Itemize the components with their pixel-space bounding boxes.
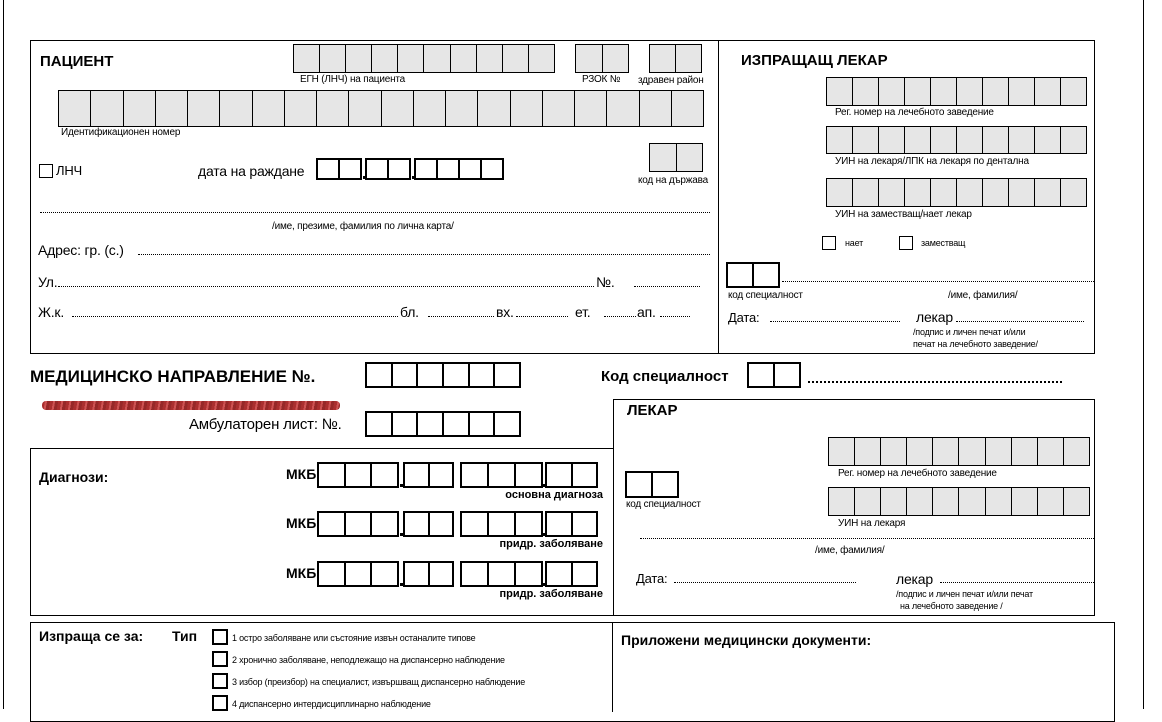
doctor-reg-number-label: Рег. номер на лечебното заведение [838,468,997,479]
digit-cell[interactable] [460,511,489,537]
digit-cell[interactable] [1063,487,1090,516]
digit-cell[interactable] [675,44,702,73]
health-district-label: здравен район [638,75,704,86]
digit-cell[interactable] [344,462,373,488]
digit-cell[interactable] [982,77,1009,106]
sender-specialty-label: код специалност [728,290,803,301]
type-2-checkbox[interactable] [212,651,228,667]
digit-cell[interactable] [649,143,677,172]
digit-cell[interactable] [487,511,516,537]
digit-cell[interactable] [403,462,430,488]
icd-code-main-input[interactable] [319,561,399,587]
digit-cell[interactable] [1034,178,1061,207]
digit-cell[interactable] [436,158,460,180]
digit-cell[interactable] [852,126,879,154]
digit-cell[interactable] [1037,437,1064,466]
digit-cell[interactable] [458,158,482,180]
icd-code-sub-input[interactable] [405,462,454,488]
digit-cell[interactable] [956,77,983,106]
name-field-label: /име, презиме, фамилия по лична карта/ [272,221,454,232]
page-left-edge [3,0,4,709]
doctor-name-field[interactable] [640,538,1094,539]
sender-date-field[interactable] [770,321,900,322]
digit-cell[interactable] [878,77,905,106]
doctor-sign-label: на лечебното заведение / [900,601,1003,611]
entrance-field[interactable] [516,316,568,317]
street-field[interactable] [58,286,594,287]
icd-code-secondary-input[interactable] [462,511,543,537]
hired-checkbox[interactable] [822,236,836,250]
icd-code-secondary-sub-input[interactable] [547,511,598,537]
attachments-title: Приложени медицински документи: [621,632,872,648]
digit-cell[interactable] [880,437,907,466]
digit-cell[interactable] [671,90,704,127]
digit-cell[interactable] [460,561,489,587]
digit-cell[interactable] [58,90,91,127]
digit-cell[interactable] [365,158,389,180]
digit-cell[interactable] [391,411,419,437]
doctor-name-label: /име, фамилия/ [815,545,885,556]
digit-cell[interactable] [651,471,679,498]
substitute-uin-input[interactable] [827,178,1087,207]
digit-cell[interactable] [365,411,393,437]
digit-cell[interactable] [904,126,931,154]
digit-cell[interactable] [828,487,855,516]
digit-cell[interactable] [514,561,543,587]
digit-cell[interactable] [1011,487,1038,516]
sender-uin-label: УИН на лекаря/ЛПК на лекаря по дентална [835,156,1029,167]
digit-cell[interactable] [187,90,220,127]
digit-cell[interactable] [932,487,959,516]
apartment-field[interactable] [660,316,690,317]
doctor-uin-label: УИН на лекаря [838,518,906,529]
country-code-label: код на държава [638,175,708,186]
digit-cell[interactable] [493,411,521,437]
digit-cell[interactable] [571,511,599,537]
digit-cell[interactable] [878,178,905,207]
digit-cell[interactable] [1034,126,1061,154]
type-3-label: 3 избор (преизбор) на специалист, извършващ диспансерно наблюдение [232,677,526,687]
block-label: бл. [400,304,419,320]
digit-cell[interactable] [428,511,455,537]
icd-label: МКБ [286,466,317,482]
complex-label: Ж.к. [38,304,65,320]
digit-cell[interactable] [956,126,983,154]
digit-cell[interactable] [639,90,672,127]
doctor-doctor-label: лекар [896,571,933,587]
digit-cell[interactable] [252,90,285,127]
digit-cell[interactable] [155,90,188,127]
id-number-input[interactable] [59,90,704,127]
country-code-input[interactable] [650,143,703,172]
lnch-checkbox[interactable] [39,164,53,178]
sender-name-label: /име, фамилия/ [948,290,1018,301]
digit-cell[interactable] [1034,77,1061,106]
digit-cell[interactable] [828,437,855,466]
digit-cell[interactable] [528,44,555,73]
digit-cell[interactable] [930,178,957,207]
digit-cell[interactable] [387,158,411,180]
digit-cell[interactable] [854,437,881,466]
digit-cell[interactable] [1008,77,1035,106]
digit-cell[interactable] [344,561,373,587]
digit-cell[interactable] [982,126,1009,154]
digit-cell[interactable] [958,437,985,466]
digit-cell[interactable] [773,362,801,388]
substitute-label: заместващ [921,238,966,248]
digit-cell[interactable] [370,462,399,488]
digit-cell[interactable] [510,90,543,127]
doctor-date-field[interactable] [674,582,856,583]
digit-cell[interactable] [878,126,905,154]
digit-cell[interactable] [932,437,959,466]
referral-specialty-name-field[interactable] [808,381,1062,383]
referral-specialty-code-input[interactable] [749,362,801,388]
digit-cell[interactable] [545,511,573,537]
hired-label: нает [845,238,864,248]
substitute-checkbox[interactable] [899,236,913,250]
birth-month-input[interactable] [367,158,411,180]
birth-year-input[interactable] [416,158,504,180]
sender-specialty-code-input[interactable] [728,262,780,288]
digit-cell[interactable] [219,90,252,127]
digit-cell[interactable] [338,158,362,180]
digit-cell[interactable] [345,44,372,73]
ambulatory-sheet-number-input[interactable] [367,411,521,437]
digit-cell[interactable] [906,437,933,466]
digit-cell[interactable] [542,90,575,127]
diagnosis-caption: придр. заболяване [499,588,603,600]
digit-cell[interactable] [1008,126,1035,154]
doctor-specialty-code-input[interactable] [627,471,679,498]
digit-cell[interactable] [985,437,1012,466]
sender-sign-label: печат на лечебното заведение/ [913,339,1038,349]
digit-cell[interactable] [1060,77,1087,106]
referral-specialty-label: Код специалност [601,368,729,385]
digit-cell[interactable] [414,158,438,180]
digit-cell[interactable] [319,44,346,73]
digit-cell[interactable] [371,44,398,73]
digit-cell[interactable] [726,262,754,288]
complex-field[interactable] [72,316,398,317]
digit-cell[interactable] [403,561,430,587]
digit-cell[interactable] [747,362,775,388]
digit-cell[interactable] [428,462,455,488]
digit-cell[interactable] [397,44,424,73]
icd-code-secondary-sub-input[interactable] [547,462,598,488]
digit-cell[interactable] [854,487,881,516]
egn-label: ЕГН (ЛНЧ) на пациента [300,74,406,85]
digit-cell[interactable] [370,561,399,587]
referral-number-input[interactable] [367,362,521,388]
red-scribble-mark [42,401,340,410]
patient-title: ПАЦИЕНТ [40,53,114,70]
digit-cell[interactable] [1011,437,1038,466]
icd-code-sub-input[interactable] [405,561,454,587]
digit-cell[interactable] [445,90,478,127]
digit-cell[interactable] [930,77,957,106]
diagnoses-title: Диагнози: [39,469,109,485]
digit-cell[interactable] [344,511,373,537]
sender-doctor-title: ИЗПРАЩАЩ ЛЕКАР [741,52,888,69]
digit-cell[interactable] [826,77,853,106]
diagnosis-caption: основна диагноза [505,489,603,501]
digit-cell[interactable] [403,511,430,537]
address-label: Адрес: гр. (с.) [38,242,124,258]
type-4-label: 4 диспансерно интердисциплинарно наблюдение [232,699,431,709]
type-1-checkbox[interactable] [212,629,228,645]
icd-code-sub-input[interactable] [405,511,454,537]
doctor-title: ЛЕКАР [627,402,678,419]
icd-code-secondary-input[interactable] [462,561,543,587]
digit-cell[interactable] [391,362,419,388]
sender-doctor-label: лекар [916,309,953,325]
street-label: Ул. [38,274,58,290]
sent-for-title: Изпраща се за: [39,628,144,644]
digit-cell[interactable] [574,90,607,127]
digit-cell[interactable] [123,90,156,127]
digit-cell[interactable] [956,178,983,207]
sender-reg-number-label: Рег. номер на лечебното заведение [835,107,994,118]
digit-cell[interactable] [602,44,630,73]
digit-cell[interactable] [1060,178,1087,207]
digit-cell[interactable] [1008,178,1035,207]
digit-cell[interactable] [649,44,676,73]
digit-cell[interactable] [606,90,639,127]
digit-cell[interactable] [317,561,346,587]
digit-cell[interactable] [676,143,704,172]
digit-cell[interactable] [906,487,933,516]
digit-cell[interactable] [381,90,414,127]
digit-cell[interactable] [826,178,853,207]
digit-cell[interactable] [317,511,346,537]
digit-cell[interactable] [487,561,516,587]
referral-title: МЕДИЦИНСКО НАПРАВЛЕНИЕ №. [30,367,316,386]
street-number-label: №. [596,274,615,290]
doctor-sign-label: /подпис и личен печат и/или печат [896,589,1033,599]
diagnosis-caption: придр. заболяване [499,538,603,550]
type-1-label: 1 остро заболяване или състояние извън останалите типове [232,633,476,643]
digit-cell[interactable] [487,462,516,488]
type-2-label: 2 хронично заболяване, неподлежащо на диспансерно наблюдение [232,655,505,665]
birth-date-label: дата на раждане [198,163,305,179]
digit-cell[interactable] [1063,437,1090,466]
sender-sign-label: /подпис и личен печат и/или [913,327,1026,337]
digit-cell[interactable] [476,44,503,73]
digit-cell[interactable] [502,44,529,73]
type-3-checkbox[interactable] [212,673,228,689]
section-divider [612,622,613,712]
health-district-input[interactable] [650,44,702,73]
apartment-label: ап. [637,304,656,320]
icd-code-main-input[interactable] [319,462,399,488]
type-label: Тип [172,628,198,644]
street-number-field[interactable] [634,286,700,287]
icd-label: МКБ [286,565,317,581]
digit-cell[interactable] [442,411,470,437]
address-field[interactable] [138,254,710,255]
icd-label: МКБ [286,515,317,531]
lnch-label: ЛНЧ [56,163,82,178]
digit-cell[interactable] [413,90,446,127]
digit-cell[interactable] [1037,487,1064,516]
digit-cell[interactable] [90,90,123,127]
digit-cell[interactable] [316,90,349,127]
birth-day-input[interactable] [318,158,362,180]
ambulatory-sheet-label: Амбулаторен лист: №. [189,416,342,433]
digit-cell[interactable] [316,158,340,180]
digit-cell[interactable] [958,487,985,516]
digit-cell[interactable] [423,44,450,73]
icd-code-secondary-sub-input[interactable] [547,561,598,587]
digit-cell[interactable] [625,471,653,498]
sender-signature-field[interactable] [956,321,1084,322]
sender-name-field[interactable] [782,281,1094,282]
digit-cell[interactable] [365,362,393,388]
rzok-label: РЗОК № [582,74,621,85]
digit-cell[interactable] [982,178,1009,207]
digit-cell[interactable] [752,262,780,288]
sender-reg-number-input[interactable] [827,77,1087,106]
digit-cell[interactable] [284,90,317,127]
digit-cell[interactable] [826,126,853,154]
doctor-specialty-label: код специалност [626,499,701,510]
digit-cell[interactable] [852,178,879,207]
digit-cell[interactable] [416,362,444,388]
sender-date-label: Дата: [728,310,760,325]
egn-input[interactable] [294,44,555,73]
sender-uin-input[interactable] [827,126,1087,154]
digit-cell[interactable] [545,462,573,488]
digit-cell[interactable] [460,462,489,488]
digit-cell[interactable] [985,487,1012,516]
name-field[interactable] [40,212,710,213]
digit-cell[interactable] [575,44,603,73]
block-field[interactable] [428,316,494,317]
digit-cell[interactable] [880,487,907,516]
entrance-label: вх. [496,304,514,320]
digit-cell[interactable] [571,462,599,488]
digit-cell[interactable] [930,126,957,154]
digit-cell[interactable] [428,561,455,587]
digit-cell[interactable] [477,90,510,127]
digit-cell[interactable] [348,90,381,127]
digit-cell[interactable] [514,462,543,488]
doctor-signature-field[interactable] [940,582,1094,583]
digit-cell[interactable] [480,158,504,180]
page-right-edge [1143,0,1144,709]
digit-cell[interactable] [317,462,346,488]
digit-cell[interactable] [1060,126,1087,154]
floor-label: ет. [575,304,591,320]
icd-code-main-input[interactable] [319,511,399,537]
id-number-label: Идентификационен номер [61,127,181,138]
digit-cell[interactable] [293,44,320,73]
substitute-uin-label: УИН на заместващ/нает лекар [835,209,972,220]
digit-cell[interactable] [904,77,931,106]
doctor-date-label: Дата: [636,571,668,586]
digit-cell[interactable] [904,178,931,207]
doctor-reg-number-input[interactable] [829,437,1090,466]
digit-cell[interactable] [493,362,521,388]
floor-field[interactable] [604,316,636,317]
digit-cell[interactable] [450,44,477,73]
digit-cell[interactable] [852,77,879,106]
digit-cell[interactable] [468,411,496,437]
icd-code-secondary-input[interactable] [462,462,543,488]
digit-cell[interactable] [571,561,599,587]
digit-cell[interactable] [370,511,399,537]
digit-cell[interactable] [545,561,573,587]
doctor-uin-input[interactable] [829,487,1090,516]
patient-section [30,40,719,354]
digit-cell[interactable] [442,362,470,388]
digit-cell[interactable] [416,411,444,437]
digit-cell[interactable] [468,362,496,388]
rzok-input[interactable] [576,44,629,73]
digit-cell[interactable] [514,511,543,537]
